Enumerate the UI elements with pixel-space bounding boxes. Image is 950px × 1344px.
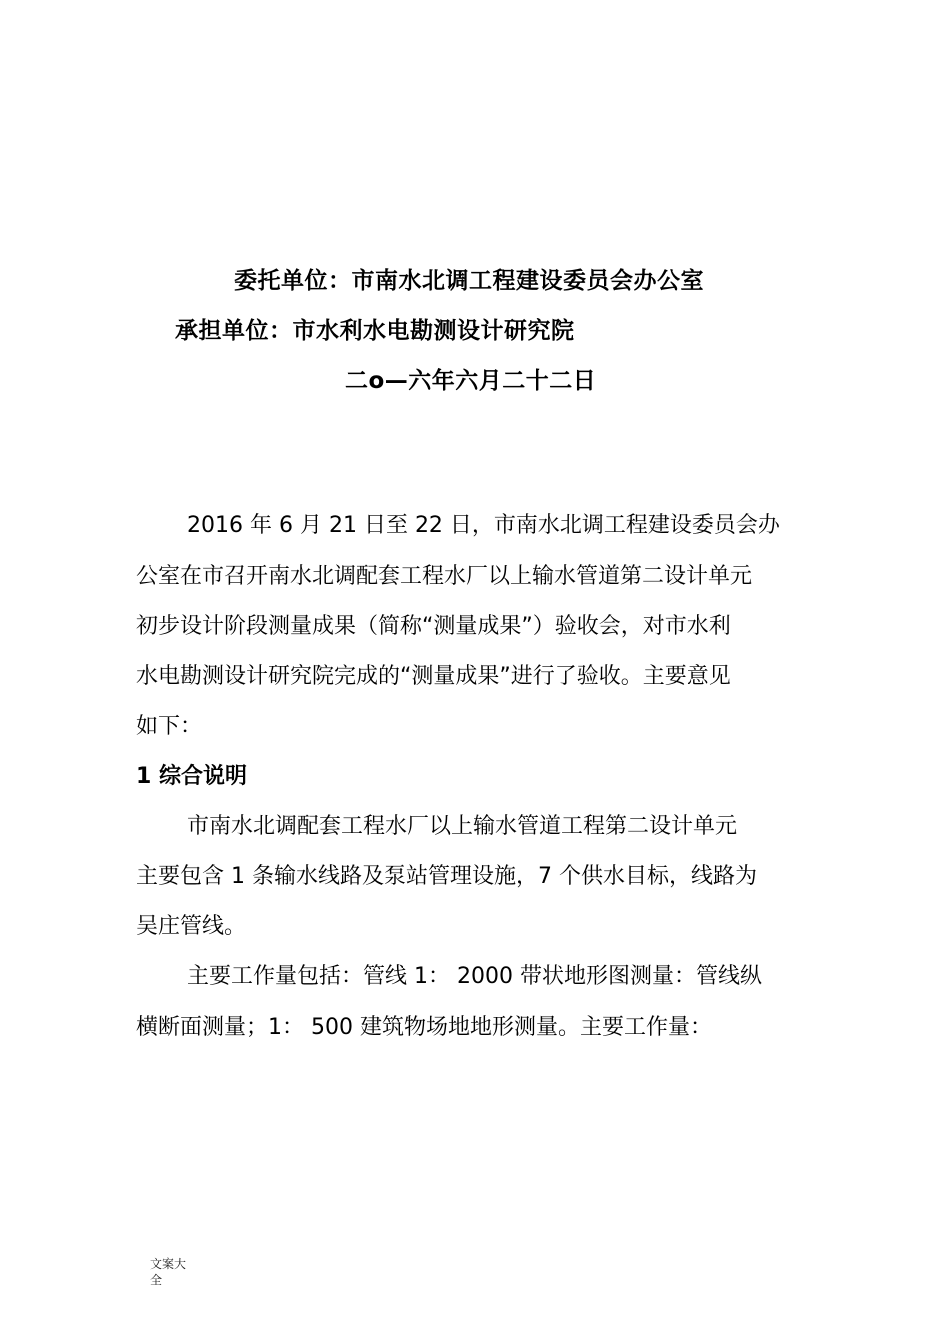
footer-line: 文案大 [150,1257,187,1271]
intro-line: 2016 年 6 月 21 日至 22 日，市南水北调工程建设委员会办 [187,513,780,538]
intro-line: 水电勘测设计研究院完成的“测量成果”进行了验收。主要意见 [136,664,731,689]
undertaking-unit: 承担单位：市水利水电勘测设计研究院 [175,318,575,344]
section-paragraph-line: 横断面测量；1： 500 建筑物场地地形测量。主要工作量： [136,1015,712,1040]
entrusting-unit: 委托单位：市南水北调工程建设委员会办公室 [234,268,704,294]
section-title: 1 综合说明 [136,764,247,789]
footer-line: 全 [150,1273,163,1287]
intro-line: 如下： [136,714,203,739]
section-paragraph-line: 主要包含 1 条输水线路及泵站管理设施，7 个供水目标，线路为 [136,864,757,889]
section-paragraph-line: 吴庄管线。 [136,914,247,939]
intro-line: 初步设计阶段测量成果（简称“测量成果”）验收会，对市水利 [136,614,731,639]
footer-watermark [150,1256,200,1288]
report-date: 二o—六年六月二十二日 [345,368,597,394]
intro-line: 公室在市召开南水北调配套工程水厂以上输水管道第二设计单元 [136,564,753,589]
section-paragraph-line: 主要工作量包括：管线 1： 2000 带状地形图测量：管线纵 [187,964,762,989]
section-paragraph-line: 市南水北调配套工程水厂以上输水管道工程第二设计单元 [187,814,738,839]
